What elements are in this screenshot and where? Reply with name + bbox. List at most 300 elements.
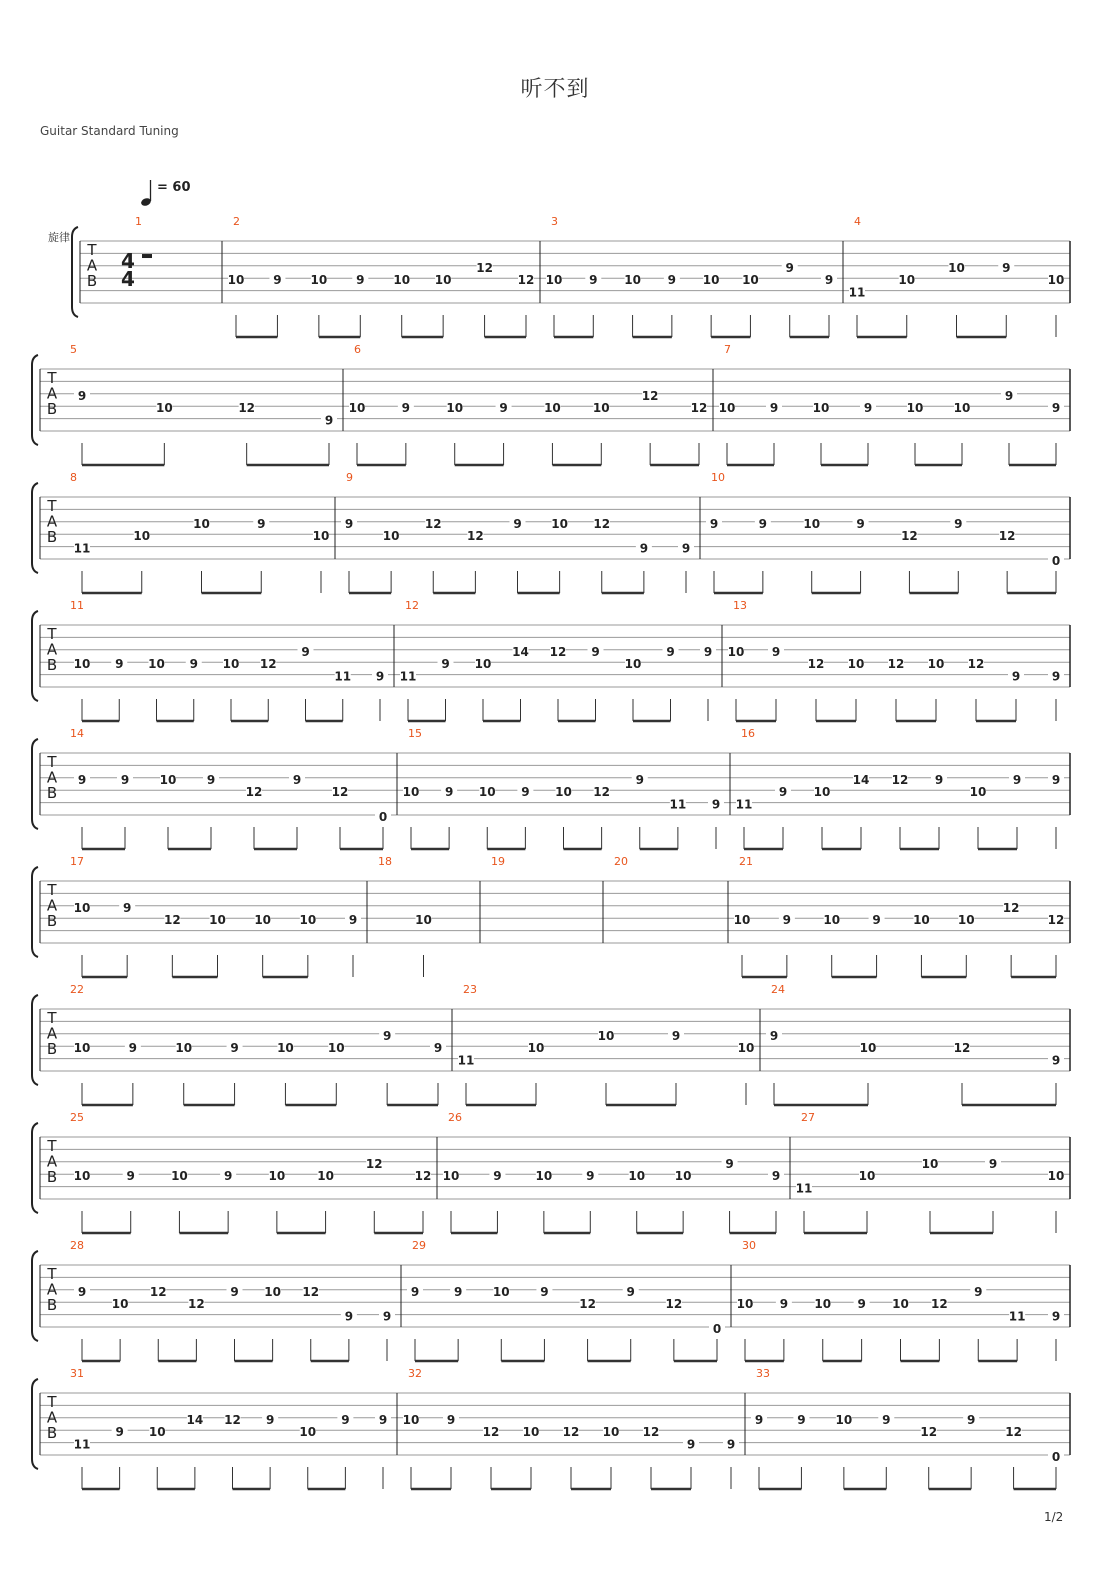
fret-number: 9 <box>785 260 794 275</box>
fret-number: 12 <box>901 529 918 544</box>
tempo-value: = 60 <box>157 180 191 195</box>
fret-number: 10 <box>913 913 930 928</box>
fret-number: 12 <box>891 772 909 787</box>
fret-number: 9 <box>934 772 944 787</box>
tab-clef-letter: B <box>46 1040 58 1058</box>
tab-clef-letter: B <box>46 1296 58 1314</box>
fret-number: 10 <box>268 1169 286 1184</box>
fret-number: 9 <box>453 1284 463 1299</box>
tab-clef-letter: T <box>47 753 57 771</box>
fret-number: 9 <box>356 273 365 288</box>
measure-number: 24 <box>771 983 785 996</box>
fret-number: 12 <box>920 1425 938 1440</box>
fret-number: 10 <box>624 273 641 288</box>
fret-number: 10 <box>927 657 945 672</box>
measure-number: 4 <box>854 215 861 228</box>
fret-number: 9 <box>771 1169 781 1184</box>
fret-number: 9 <box>856 516 865 531</box>
fret-number: 9 <box>626 1284 635 1299</box>
measure-number: 9 <box>346 471 353 484</box>
tab-clef-letter: A <box>46 1152 58 1171</box>
fret-number: 14 <box>852 772 870 787</box>
tab-clef-letter: A <box>46 896 58 915</box>
fret-number: 9 <box>681 541 691 556</box>
fret-number: 10 <box>299 1425 317 1440</box>
fret-number: 10 <box>73 1169 91 1184</box>
fret-number: 10 <box>402 1412 420 1427</box>
tab-clef-letter: T <box>47 497 57 515</box>
fret-number: 10 <box>733 913 751 928</box>
fret-number: 9 <box>493 1169 502 1184</box>
page-number: 1/2 <box>1044 1510 1064 1524</box>
fret-number: 9 <box>1002 260 1011 275</box>
fret-number: 10 <box>382 529 400 544</box>
fret-number: 10 <box>957 913 975 928</box>
fret-number: 12 <box>967 657 985 672</box>
measure-number: 28 <box>70 1239 84 1252</box>
fret-number: 9 <box>344 516 354 531</box>
fret-number: 12 <box>1005 1425 1022 1440</box>
fret-number: 9 <box>521 785 530 800</box>
measure-number: 31 <box>70 1367 84 1380</box>
fret-number: 10 <box>921 1156 939 1171</box>
fret-number: 9 <box>769 401 779 416</box>
measure-number: 21 <box>739 855 753 868</box>
fret-number: 12 <box>641 388 659 403</box>
fret-number: 9 <box>128 1041 138 1056</box>
tab-clef-letter: B <box>46 912 58 930</box>
song-title: 听不到 <box>520 77 590 102</box>
fret-number: 10 <box>847 657 865 672</box>
fret-number: 12 <box>562 1425 580 1440</box>
fret-number: 9 <box>671 1028 681 1043</box>
fret-number: 10 <box>592 401 610 416</box>
fret-number: 12 <box>365 1156 383 1171</box>
fret-number: 9 <box>273 273 282 288</box>
fret-number: 9 <box>824 273 834 288</box>
time-signature-top: 4 <box>121 249 135 273</box>
tab-clef-letter: T <box>47 369 57 387</box>
fret-number: 10 <box>264 1284 281 1299</box>
fret-number: 10 <box>73 657 91 672</box>
fret-number: 10 <box>624 657 642 672</box>
fret-number: 12 <box>887 657 905 672</box>
fret-number: 9 <box>586 1169 595 1184</box>
fret-number: 10 <box>948 260 965 275</box>
fret-number: 10 <box>227 273 245 288</box>
fret-number: 10 <box>348 401 366 416</box>
fret-number: 10 <box>814 1297 832 1312</box>
fret-number: 9 <box>401 401 411 416</box>
measure-number: 14 <box>70 727 84 740</box>
fret-number: 10 <box>858 1169 876 1184</box>
fret-number: 10 <box>310 273 328 288</box>
fret-number: 12 <box>424 516 442 531</box>
tab-clef-letter: B <box>46 528 58 546</box>
fret-number: 10 <box>171 1169 188 1184</box>
fret-number: 9 <box>348 913 358 928</box>
fret-number: 10 <box>969 785 987 800</box>
fret-number: 10 <box>545 273 563 288</box>
fret-number: 9 <box>667 273 677 288</box>
fret-number: 10 <box>73 900 91 915</box>
fret-number: 9 <box>782 913 792 928</box>
fret-number: 9 <box>265 1412 275 1427</box>
fret-number: 10 <box>718 401 736 416</box>
fret-number: 12 <box>998 529 1016 544</box>
fret-number: 10 <box>434 273 452 288</box>
tab-clef-letter: A <box>46 1280 58 1299</box>
fret-number: 9 <box>639 541 649 556</box>
fret-number: 9 <box>446 1412 456 1427</box>
fret-number: 9 <box>988 1156 998 1171</box>
fret-number: 12 <box>331 785 349 800</box>
fret-number: 10 <box>478 785 496 800</box>
fret-number: 10 <box>73 1041 91 1056</box>
fret-number: 12 <box>482 1425 500 1440</box>
system-bracket <box>32 1123 38 1213</box>
fret-number: 9 <box>292 772 302 787</box>
measure-number: 1 <box>135 215 142 228</box>
fret-number: 12 <box>953 1041 971 1056</box>
fret-number: 10 <box>402 785 420 800</box>
tab-clef-letter: B <box>46 784 58 802</box>
fret-number: 9 <box>122 900 132 915</box>
fret-number: 9 <box>126 1169 135 1184</box>
system-bracket <box>32 483 38 573</box>
fret-number: 11 <box>795 1181 813 1196</box>
fret-number: 10 <box>393 273 411 288</box>
fret-number: 9 <box>778 785 788 800</box>
fret-number: 11 <box>399 669 417 684</box>
fret-number: 0 <box>378 810 388 824</box>
tab-clef-letter: T <box>47 1393 57 1411</box>
fret-number: 12 <box>467 529 484 544</box>
fret-number: 10 <box>254 913 272 928</box>
tab-clef-letter: A <box>46 1024 58 1043</box>
fret-number: 12 <box>259 657 277 672</box>
fret-number: 10 <box>551 516 568 531</box>
fret-number: 12 <box>593 516 611 531</box>
fret-number: 10 <box>628 1169 646 1184</box>
fret-number: 10 <box>702 273 720 288</box>
fret-number: 10 <box>277 1041 294 1056</box>
fret-number: 10 <box>736 1297 754 1312</box>
fret-number: 9 <box>754 1412 764 1427</box>
measure-number: 3 <box>551 215 558 228</box>
fret-number: 10 <box>812 401 830 416</box>
fret-number: 9 <box>375 669 385 684</box>
tab-clef-letter: B <box>46 400 58 418</box>
fret-number: 12 <box>1002 900 1020 915</box>
system-bracket <box>32 611 38 701</box>
fret-number: 12 <box>517 273 535 288</box>
measure-number: 17 <box>70 855 84 868</box>
fret-number: 10 <box>544 401 561 416</box>
tab-clef-letter: A <box>46 512 58 531</box>
fret-number: 9 <box>725 1156 734 1171</box>
fret-number: 11 <box>735 797 753 812</box>
fret-number: 12 <box>476 260 493 275</box>
tab-clef-letter: A <box>46 768 58 787</box>
fret-number: 9 <box>882 1412 891 1427</box>
measure-number: 13 <box>733 599 747 612</box>
fret-number: 9 <box>711 797 721 812</box>
measure-number: 15 <box>408 727 422 740</box>
fret-number: 10 <box>859 1041 877 1056</box>
fret-number: 9 <box>115 657 124 672</box>
staff-system <box>32 727 1070 849</box>
fret-number: 9 <box>863 401 873 416</box>
tab-clef-letter: T <box>47 881 57 899</box>
fret-number: 10 <box>835 1412 853 1427</box>
fret-number: 12 <box>188 1297 205 1312</box>
fret-number: 10 <box>148 657 165 672</box>
fret-number: 12 <box>579 1297 596 1312</box>
tuning-label: Guitar Standard Tuning <box>40 124 179 138</box>
fret-number: 9 <box>726 1437 736 1452</box>
fret-number: 9 <box>589 273 598 288</box>
staff-system <box>32 1239 1070 1361</box>
fret-number: 12 <box>931 1297 948 1312</box>
fret-number: 10 <box>742 273 759 288</box>
measure-number: 18 <box>378 855 392 868</box>
fret-number: 9 <box>771 644 781 659</box>
fret-number: 9 <box>344 1309 354 1324</box>
fret-number: 9 <box>513 516 522 531</box>
fret-number: 9 <box>441 657 450 672</box>
fret-number: 9 <box>77 1284 87 1299</box>
measure-number: 30 <box>742 1239 756 1252</box>
fret-number: 9 <box>686 1437 696 1452</box>
measure-number: 10 <box>711 471 725 484</box>
fret-number: 9 <box>1004 388 1014 403</box>
fret-number: 9 <box>1051 1053 1061 1068</box>
fret-number: 9 <box>758 516 768 531</box>
fret-number: 9 <box>1011 669 1021 684</box>
fret-number: 12 <box>593 785 610 800</box>
measure-number: 8 <box>70 471 77 484</box>
fret-number: 10 <box>602 1425 620 1440</box>
half-rest-icon <box>142 254 152 258</box>
track-name: 旋律 <box>48 231 70 244</box>
measure-number: 12 <box>405 599 419 612</box>
fret-number: 9 <box>974 1284 983 1299</box>
fret-number: 9 <box>779 1297 789 1312</box>
fret-number: 10 <box>898 273 916 288</box>
measure-number: 29 <box>412 1239 426 1252</box>
fret-number: 9 <box>1012 772 1022 787</box>
fret-number: 9 <box>433 1041 443 1056</box>
fret-number: 11 <box>334 669 352 684</box>
fret-number: 10 <box>299 913 317 928</box>
measure-number: 23 <box>463 983 477 996</box>
fret-number: 10 <box>906 401 924 416</box>
fret-number: 10 <box>535 1169 553 1184</box>
staff-system <box>32 1111 1070 1233</box>
measure-number: 32 <box>408 1367 422 1380</box>
fret-number: 9 <box>499 401 508 416</box>
fret-number: 9 <box>769 1028 779 1043</box>
fret-number: 9 <box>341 1412 350 1427</box>
fret-number: 0 <box>1051 1450 1061 1464</box>
system-bracket <box>32 1251 38 1341</box>
fret-number: 11 <box>73 1437 91 1452</box>
measure-number: 25 <box>70 1111 84 1124</box>
time-signature-bottom: 4 <box>121 267 135 291</box>
fret-number: 12 <box>807 657 825 672</box>
measure-number: 27 <box>801 1111 815 1124</box>
fret-number: 9 <box>257 516 266 531</box>
fret-number: 12 <box>245 785 263 800</box>
fret-number: 10 <box>175 1041 193 1056</box>
tab-clef-letter: T <box>47 1137 57 1155</box>
fret-number: 9 <box>444 785 454 800</box>
fret-number: 10 <box>155 401 173 416</box>
measure-number: 11 <box>70 599 84 612</box>
fret-number: 10 <box>823 913 841 928</box>
fret-number: 9 <box>666 644 675 659</box>
tab-clef-letter: T <box>47 1265 57 1283</box>
tab-clef-letter: B <box>46 1424 58 1442</box>
fret-number: 9 <box>189 657 198 672</box>
fret-number: 10 <box>415 913 432 928</box>
system-bracket <box>72 227 78 317</box>
fret-number: 12 <box>642 1425 660 1440</box>
measure-number: 33 <box>756 1367 770 1380</box>
tab-clef-letter: B <box>46 656 58 674</box>
fret-number: 9 <box>301 644 310 659</box>
fret-number: 10 <box>474 657 492 672</box>
fret-number: 12 <box>224 1412 241 1427</box>
staff-system <box>32 855 1070 977</box>
measure-number: 22 <box>70 983 84 996</box>
tab-clef-letter: A <box>46 640 58 659</box>
fret-number: 9 <box>540 1284 549 1299</box>
fret-number: 12 <box>238 401 256 416</box>
fret-number: 12 <box>549 644 567 659</box>
fret-number: 9 <box>223 1169 233 1184</box>
fret-number: 10 <box>446 401 464 416</box>
fret-number: 12 <box>163 913 181 928</box>
staff-system <box>32 599 1070 721</box>
measure-number: 5 <box>70 343 77 356</box>
fret-number: 9 <box>1051 772 1061 787</box>
measure-number: 16 <box>741 727 755 740</box>
fret-number: 10 <box>209 913 226 928</box>
fret-number: 10 <box>193 516 210 531</box>
fret-number: 10 <box>597 1028 615 1043</box>
fret-number: 0 <box>1051 554 1061 568</box>
measure-number: 19 <box>491 855 505 868</box>
fret-number: 10 <box>1047 273 1065 288</box>
fret-number: 10 <box>133 529 151 544</box>
fret-number: 9 <box>324 413 334 428</box>
tab-clef-letter: T <box>87 241 97 259</box>
fret-number: 9 <box>872 913 881 928</box>
fret-number: 10 <box>727 644 745 659</box>
fret-number: 10 <box>327 1041 345 1056</box>
fret-number: 12 <box>665 1297 683 1312</box>
measure-number: 2 <box>233 215 240 228</box>
fret-number: 10 <box>892 1297 909 1312</box>
system-bracket <box>32 867 38 957</box>
tab-clef-letter: A <box>46 384 58 403</box>
measure-number: 6 <box>354 343 361 356</box>
fret-number: 10 <box>312 529 330 544</box>
fret-number: 9 <box>410 1284 420 1299</box>
fret-number: 10 <box>813 785 831 800</box>
fret-number: 12 <box>1047 913 1065 928</box>
fret-number: 10 <box>1047 1169 1065 1184</box>
fret-number: 10 <box>111 1297 129 1312</box>
fret-number: 11 <box>669 797 687 812</box>
system-bracket <box>32 995 38 1085</box>
fret-number: 10 <box>674 1169 692 1184</box>
fret-number: 12 <box>414 1169 432 1184</box>
fret-number: 10 <box>527 1041 545 1056</box>
fret-number: 9 <box>230 1041 239 1056</box>
measure-number: 7 <box>724 343 731 356</box>
fret-number: 9 <box>954 516 963 531</box>
fret-number: 9 <box>120 772 130 787</box>
staff-system <box>32 1367 1070 1489</box>
staff-system <box>32 983 1070 1105</box>
tab-clef-letter: A <box>46 1408 58 1427</box>
fret-number: 9 <box>77 388 87 403</box>
fret-number: 10 <box>953 401 971 416</box>
staff-system <box>32 343 1070 465</box>
tab-clef-letter: T <box>47 1009 57 1027</box>
fret-number: 10 <box>148 1425 166 1440</box>
fret-number: 14 <box>512 644 529 659</box>
fret-number: 9 <box>591 644 600 659</box>
fret-number: 9 <box>857 1297 866 1312</box>
fret-number: 9 <box>382 1028 392 1043</box>
fret-number: 12 <box>302 1284 320 1299</box>
staff-system <box>72 215 1070 337</box>
tab-clef-letter: A <box>86 256 98 275</box>
system-bracket <box>32 739 38 829</box>
fret-number: 9 <box>77 772 87 787</box>
fret-number: 10 <box>555 785 572 800</box>
fret-number: 9 <box>966 1412 976 1427</box>
fret-number: 9 <box>230 1284 239 1299</box>
fret-number: 9 <box>1051 1309 1061 1324</box>
fret-number: 10 <box>442 1169 460 1184</box>
fret-number: 0 <box>712 1322 722 1336</box>
system-bracket <box>32 355 38 445</box>
staff-system <box>32 471 1070 593</box>
fret-number: 11 <box>848 285 866 300</box>
fret-number: 9 <box>709 516 719 531</box>
tab-clef-letter: B <box>46 1168 58 1186</box>
fret-number: 11 <box>73 541 91 556</box>
fret-number: 9 <box>703 644 713 659</box>
fret-number: 9 <box>635 772 644 787</box>
fret-number: 10 <box>222 657 240 672</box>
fret-number: 11 <box>1008 1309 1026 1324</box>
system-bracket <box>32 1379 38 1469</box>
fret-number: 12 <box>690 401 708 416</box>
tab-clef-letter: B <box>86 272 98 290</box>
measure-number: 26 <box>448 1111 462 1124</box>
fret-number: 10 <box>317 1169 334 1184</box>
fret-number: 9 <box>378 1412 388 1427</box>
tab-clef-letter: T <box>47 625 57 643</box>
fret-number: 10 <box>803 516 821 531</box>
fret-number: 11 <box>457 1053 475 1068</box>
